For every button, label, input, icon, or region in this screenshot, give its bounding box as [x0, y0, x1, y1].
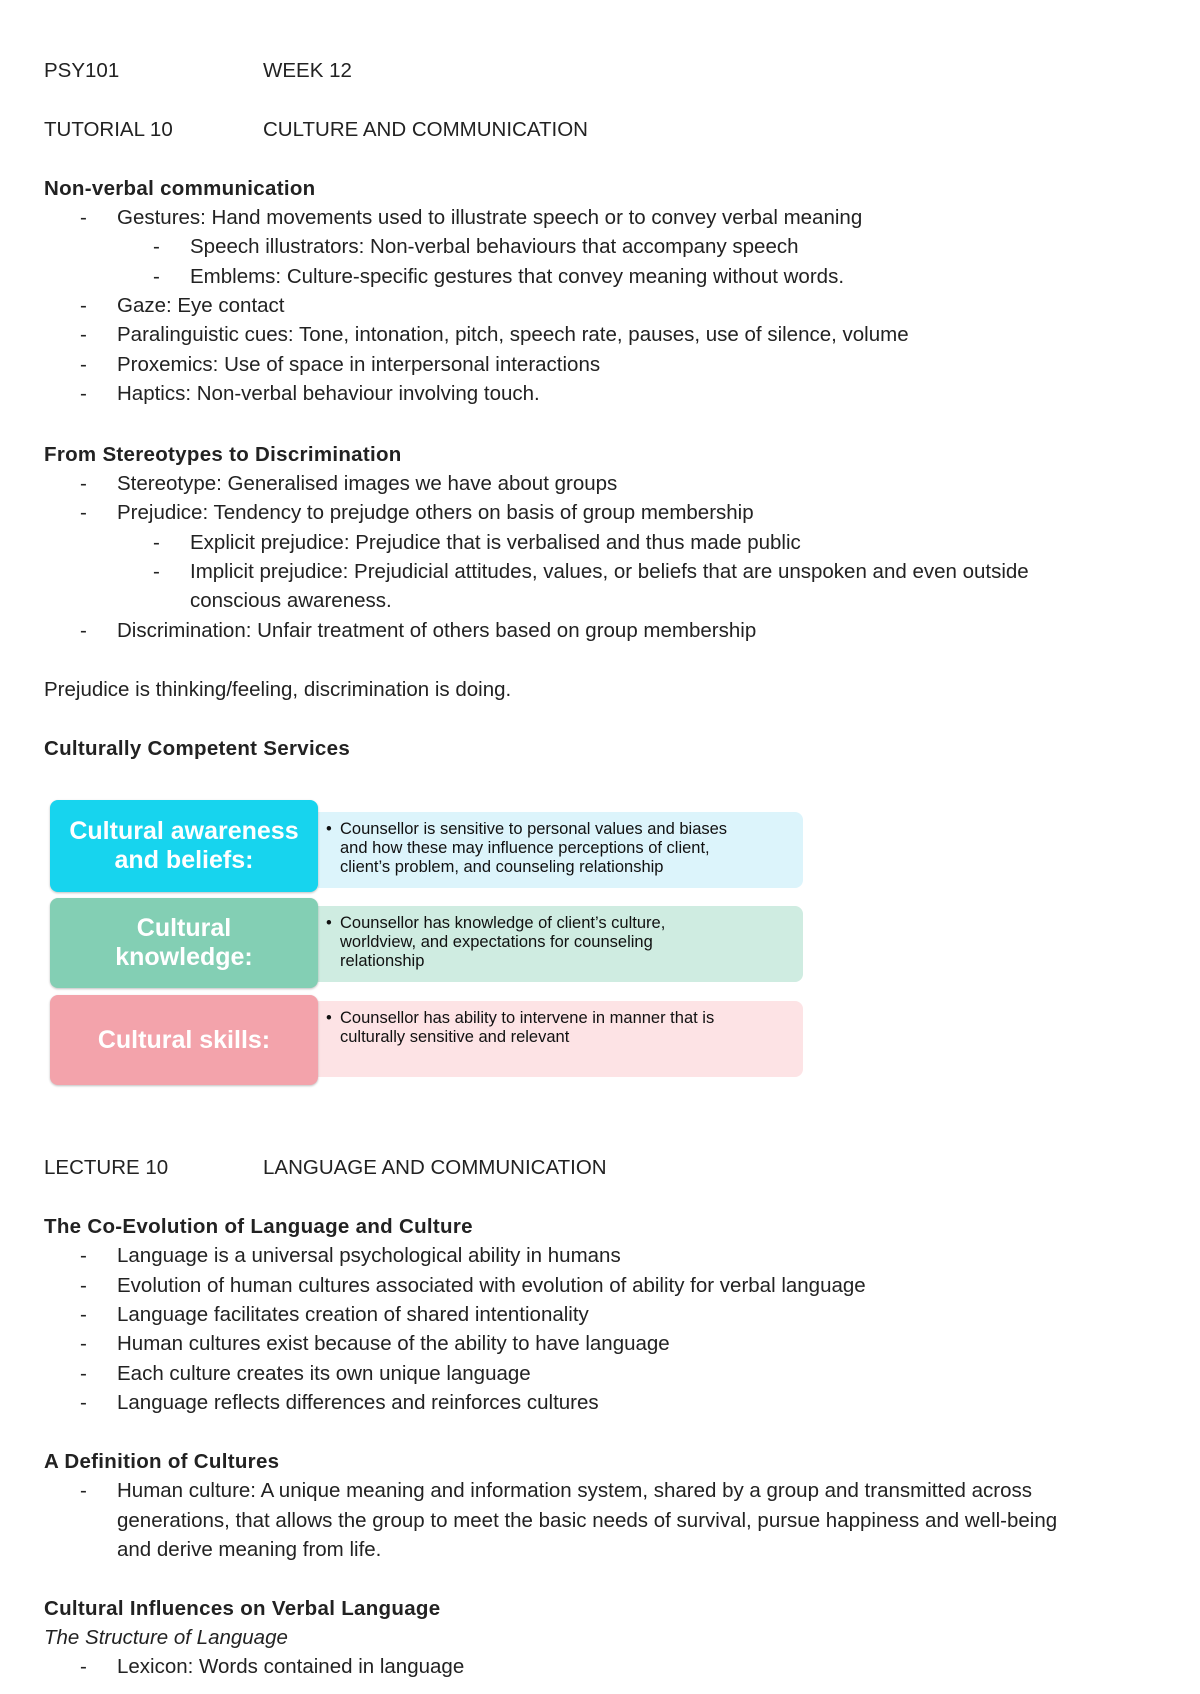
list-dash: -: [80, 1332, 87, 1355]
stereotypes-heading: From Stereotypes to Discrimination: [44, 443, 402, 466]
skills-label-box: [50, 995, 318, 1085]
lecture-label: LECTURE 10: [44, 1156, 169, 1179]
list-item: Prejudice: Tendency to prejudge others on basis of group membership: [117, 501, 754, 524]
list-dash: -: [80, 1655, 87, 1678]
bullet-icon: •: [326, 820, 332, 838]
knowledge-description: [318, 906, 803, 982]
coevolution-heading: The Co-Evolution of Language and Culture: [44, 1215, 473, 1238]
label-line: knowledge:: [115, 943, 253, 971]
description-line: culturally sensitive and relevant: [340, 1028, 570, 1046]
influences-heading: Cultural Influences on Verbal Language: [44, 1597, 441, 1620]
description-line: relationship: [340, 952, 425, 970]
list-dash: -: [80, 1244, 87, 1267]
list-dash: -: [153, 560, 160, 583]
diagram-row-awareness: [50, 800, 810, 892]
bullet-icon: •: [326, 1009, 332, 1027]
list-dash: -: [80, 353, 87, 376]
bullet-icon: •: [326, 914, 332, 932]
knowledge-label-box: [50, 898, 318, 988]
diagram-row-skills: [50, 995, 810, 1085]
tutorial-title: CULTURE AND COMMUNICATION: [263, 118, 588, 141]
list-dash: -: [80, 501, 87, 524]
list-dash: -: [153, 531, 160, 554]
summary-text: Prejudice is thinking/feeling, discrimination is doing.: [44, 678, 512, 701]
list-item: Each culture creates its own unique language: [117, 1362, 531, 1385]
description-line: Counsellor has ability to intervene in manner that is: [340, 1009, 715, 1027]
nonverbal-heading: Non-verbal communication: [44, 177, 316, 200]
awareness-label-box: [50, 800, 318, 892]
label-line: Cultural awareness: [69, 817, 299, 845]
tutorial-label: TUTORIAL 10: [44, 118, 173, 141]
list-dash: -: [153, 235, 160, 258]
list-item: Emblems: Culture-specific gestures that convey meaning without words.: [190, 265, 845, 288]
list-item: Gestures: Hand movements used to illustrate speech or to convey verbal meaning: [117, 206, 863, 229]
cultural-competence-diagram: [50, 800, 810, 1090]
list-dash: -: [153, 265, 160, 288]
list-item: Explicit prejudice: Prejudice that is verbalised and thus made public: [190, 531, 801, 554]
list-item: Implicit prejudice: Prejudicial attitudes, values, or beliefs that are unspoken and even outside: [190, 560, 1029, 583]
list-dash: -: [80, 1274, 87, 1297]
list-item: Haptics: Non-verbal behaviour involving touch.: [117, 382, 540, 405]
list-dash: -: [80, 323, 87, 346]
definition-line: generations, that allows the group to meet the basic needs of survival, pursue happiness and well-being: [117, 1509, 1058, 1532]
description-line: and how these may influence perceptions of client,: [340, 839, 710, 857]
list-item: Proxemics: Use of space in interpersonal interactions: [117, 353, 601, 376]
list-item: Language is a universal psychological ability in humans: [117, 1244, 621, 1267]
course-code: PSY101: [44, 59, 120, 82]
label-line: and beliefs:: [114, 846, 254, 874]
list-dash: -: [80, 619, 87, 642]
list-dash: -: [80, 382, 87, 405]
lecture-title: LANGUAGE AND COMMUNICATION: [263, 1156, 607, 1179]
diagram-row-knowledge: [50, 898, 810, 988]
list-dash: -: [80, 472, 87, 495]
definition-line: and derive meaning from life.: [117, 1538, 382, 1561]
list-item: Speech illustrators: Non-verbal behaviours that accompany speech: [190, 235, 799, 258]
list-item: Language reflects differences and reinforces cultures: [117, 1391, 599, 1414]
list-dash: -: [80, 1362, 87, 1385]
description-line: worldview, and expectations for counseling: [340, 933, 653, 951]
list-dash: -: [80, 1303, 87, 1326]
list-item: Paralinguistic cues: Tone, intonation, pitch, speech rate, pauses, use of silence, volume: [117, 323, 909, 346]
list-item: Discrimination: Unfair treatment of others based on group membership: [117, 619, 757, 642]
awareness-description: [318, 812, 803, 888]
influences-subheading: The Structure of Language: [44, 1626, 288, 1649]
description-line: client’s problem, and counseling relationship: [340, 858, 664, 876]
label-line: Cultural: [136, 914, 232, 942]
list-dash: -: [80, 1479, 87, 1502]
list-item: Lexicon: Words contained in language: [117, 1655, 465, 1678]
description-line: Counsellor has knowledge of client’s culture,: [340, 914, 666, 932]
list-item: Stereotype: Generalised images we have about groups: [117, 472, 618, 495]
list-item: Language facilitates creation of shared intentionality: [117, 1303, 589, 1326]
list-dash: -: [80, 1391, 87, 1414]
competent-heading: Culturally Competent Services: [44, 737, 351, 760]
list-item-continued: conscious awareness.: [190, 589, 392, 612]
list-dash: -: [80, 294, 87, 317]
week-label: WEEK 12: [263, 59, 352, 82]
list-item: Gaze: Eye contact: [117, 294, 285, 317]
definition-line: Human culture: A unique meaning and information system, shared by a group and transmitted across: [117, 1479, 1033, 1502]
definition-heading: A Definition of Cultures: [44, 1450, 280, 1473]
list-item: Evolution of human cultures associated with evolution of ability for verbal language: [117, 1274, 866, 1297]
skills-description: [318, 1001, 803, 1077]
list-dash: -: [80, 206, 87, 229]
description-line: Counsellor is sensitive to personal values and biases: [340, 820, 728, 838]
list-item: Human cultures exist because of the ability to have language: [117, 1332, 670, 1355]
label-line: Cultural skills:: [97, 1025, 271, 1054]
